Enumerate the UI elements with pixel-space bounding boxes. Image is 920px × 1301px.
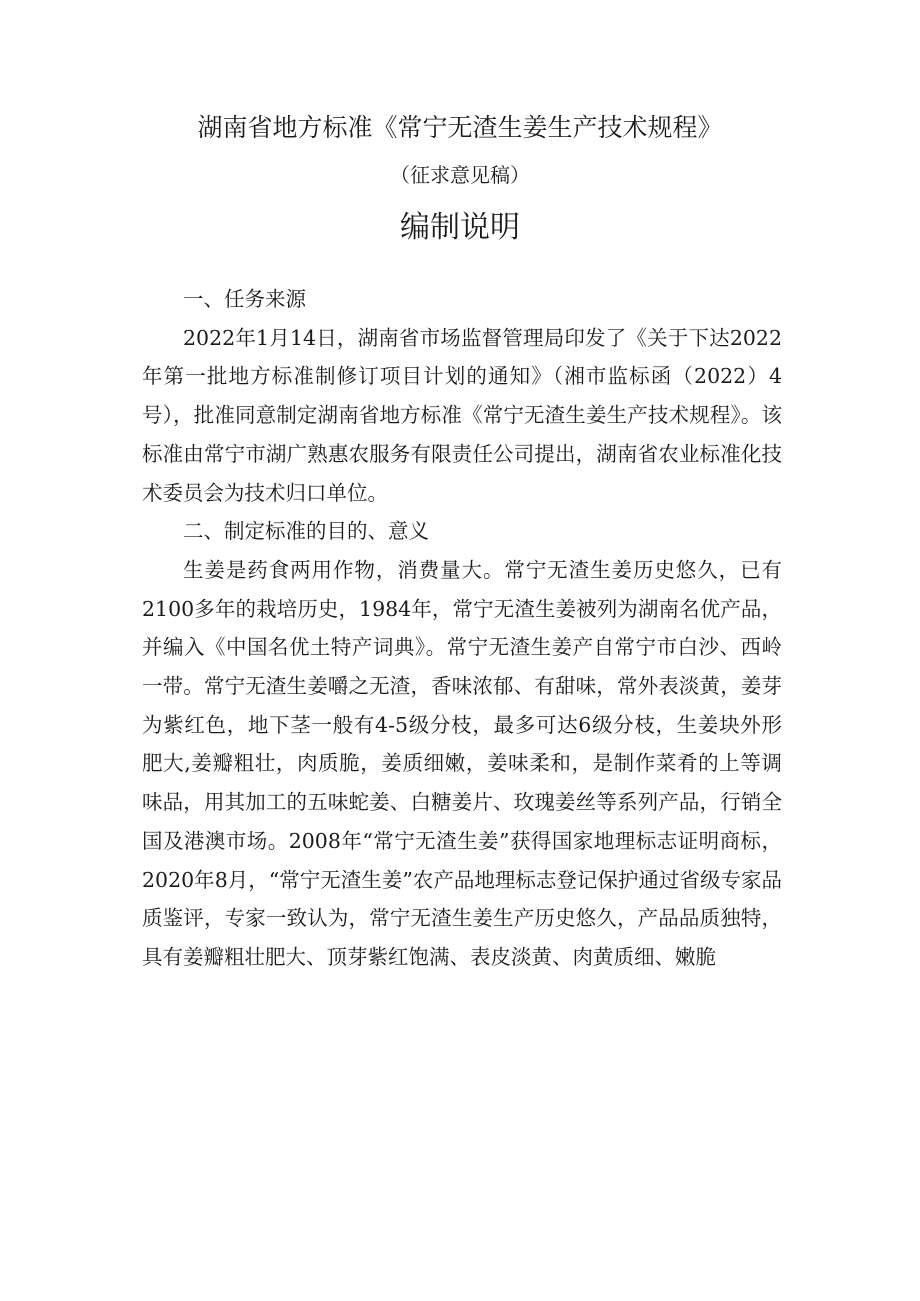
document-heading: 编制说明 [400, 210, 520, 245]
document-title: 湖南省地方标准《常宁无渣生姜生产技术规程》 [197, 113, 723, 142]
paragraph-task-source: 2022年1月14日，湖南省市场监督管理局印发了《关于下达2022年第一批地方标准制修订项目计划的通知》（湘市监标函（2022）4号），批准同意制定湖南省地方标准《常宁无渣生姜生产技术规程》。该标准由常宁市湖广熟惠农服务有限责任公司提出，湖南省农业标准化技术委员会为技术归口单位。 [142, 325, 782, 505]
document-body [142, 280, 782, 977]
section-heading-task-source: 一、任务来源 [183, 287, 306, 311]
section-heading-purpose: 二、制定标准的目的、意义 [183, 519, 429, 544]
document-subtitle: （征求意见稿） [390, 163, 530, 187]
paragraph-purpose: 生姜是药食两用作物，消费量大。常宁无渣生姜历史悠久，已有2100多年的栽培历史，1984年，常宁无渣生姜被列为湖南名优产品，并编入《中国名优土特产词典》。常宁无渣生姜产自常宁市白沙、西岭一带。常宁无渣生姜嚼之无渣，香味浓郁、有甜味，常外表淡黄，姜芽为紫红色，地下茎一般有4-5级分枝，最多可达6级分枝，生姜块外形肥大,姜瓣粗壮，肉质脆，姜质细嫩，姜味柔和，是制作菜肴的上等调味品，用其加工的五味蛇姜、白糖姜片、玫瑰姜丝等系列产品，行销全国及港澳市场。2008年“常宁无渣生姜”获得国家地理标志证明商标，2020年8月，“常宁无渣生姜”农产品地理标志登记保护通过省级专家品质鉴评，专家一致认为，常宁无渣生姜生产历史悠久，产品品质独特，具有姜瓣粗壮肥大、顶芽紫红饱满、表皮淡黄、肉黄质细、嫩脆 [142, 557, 782, 969]
